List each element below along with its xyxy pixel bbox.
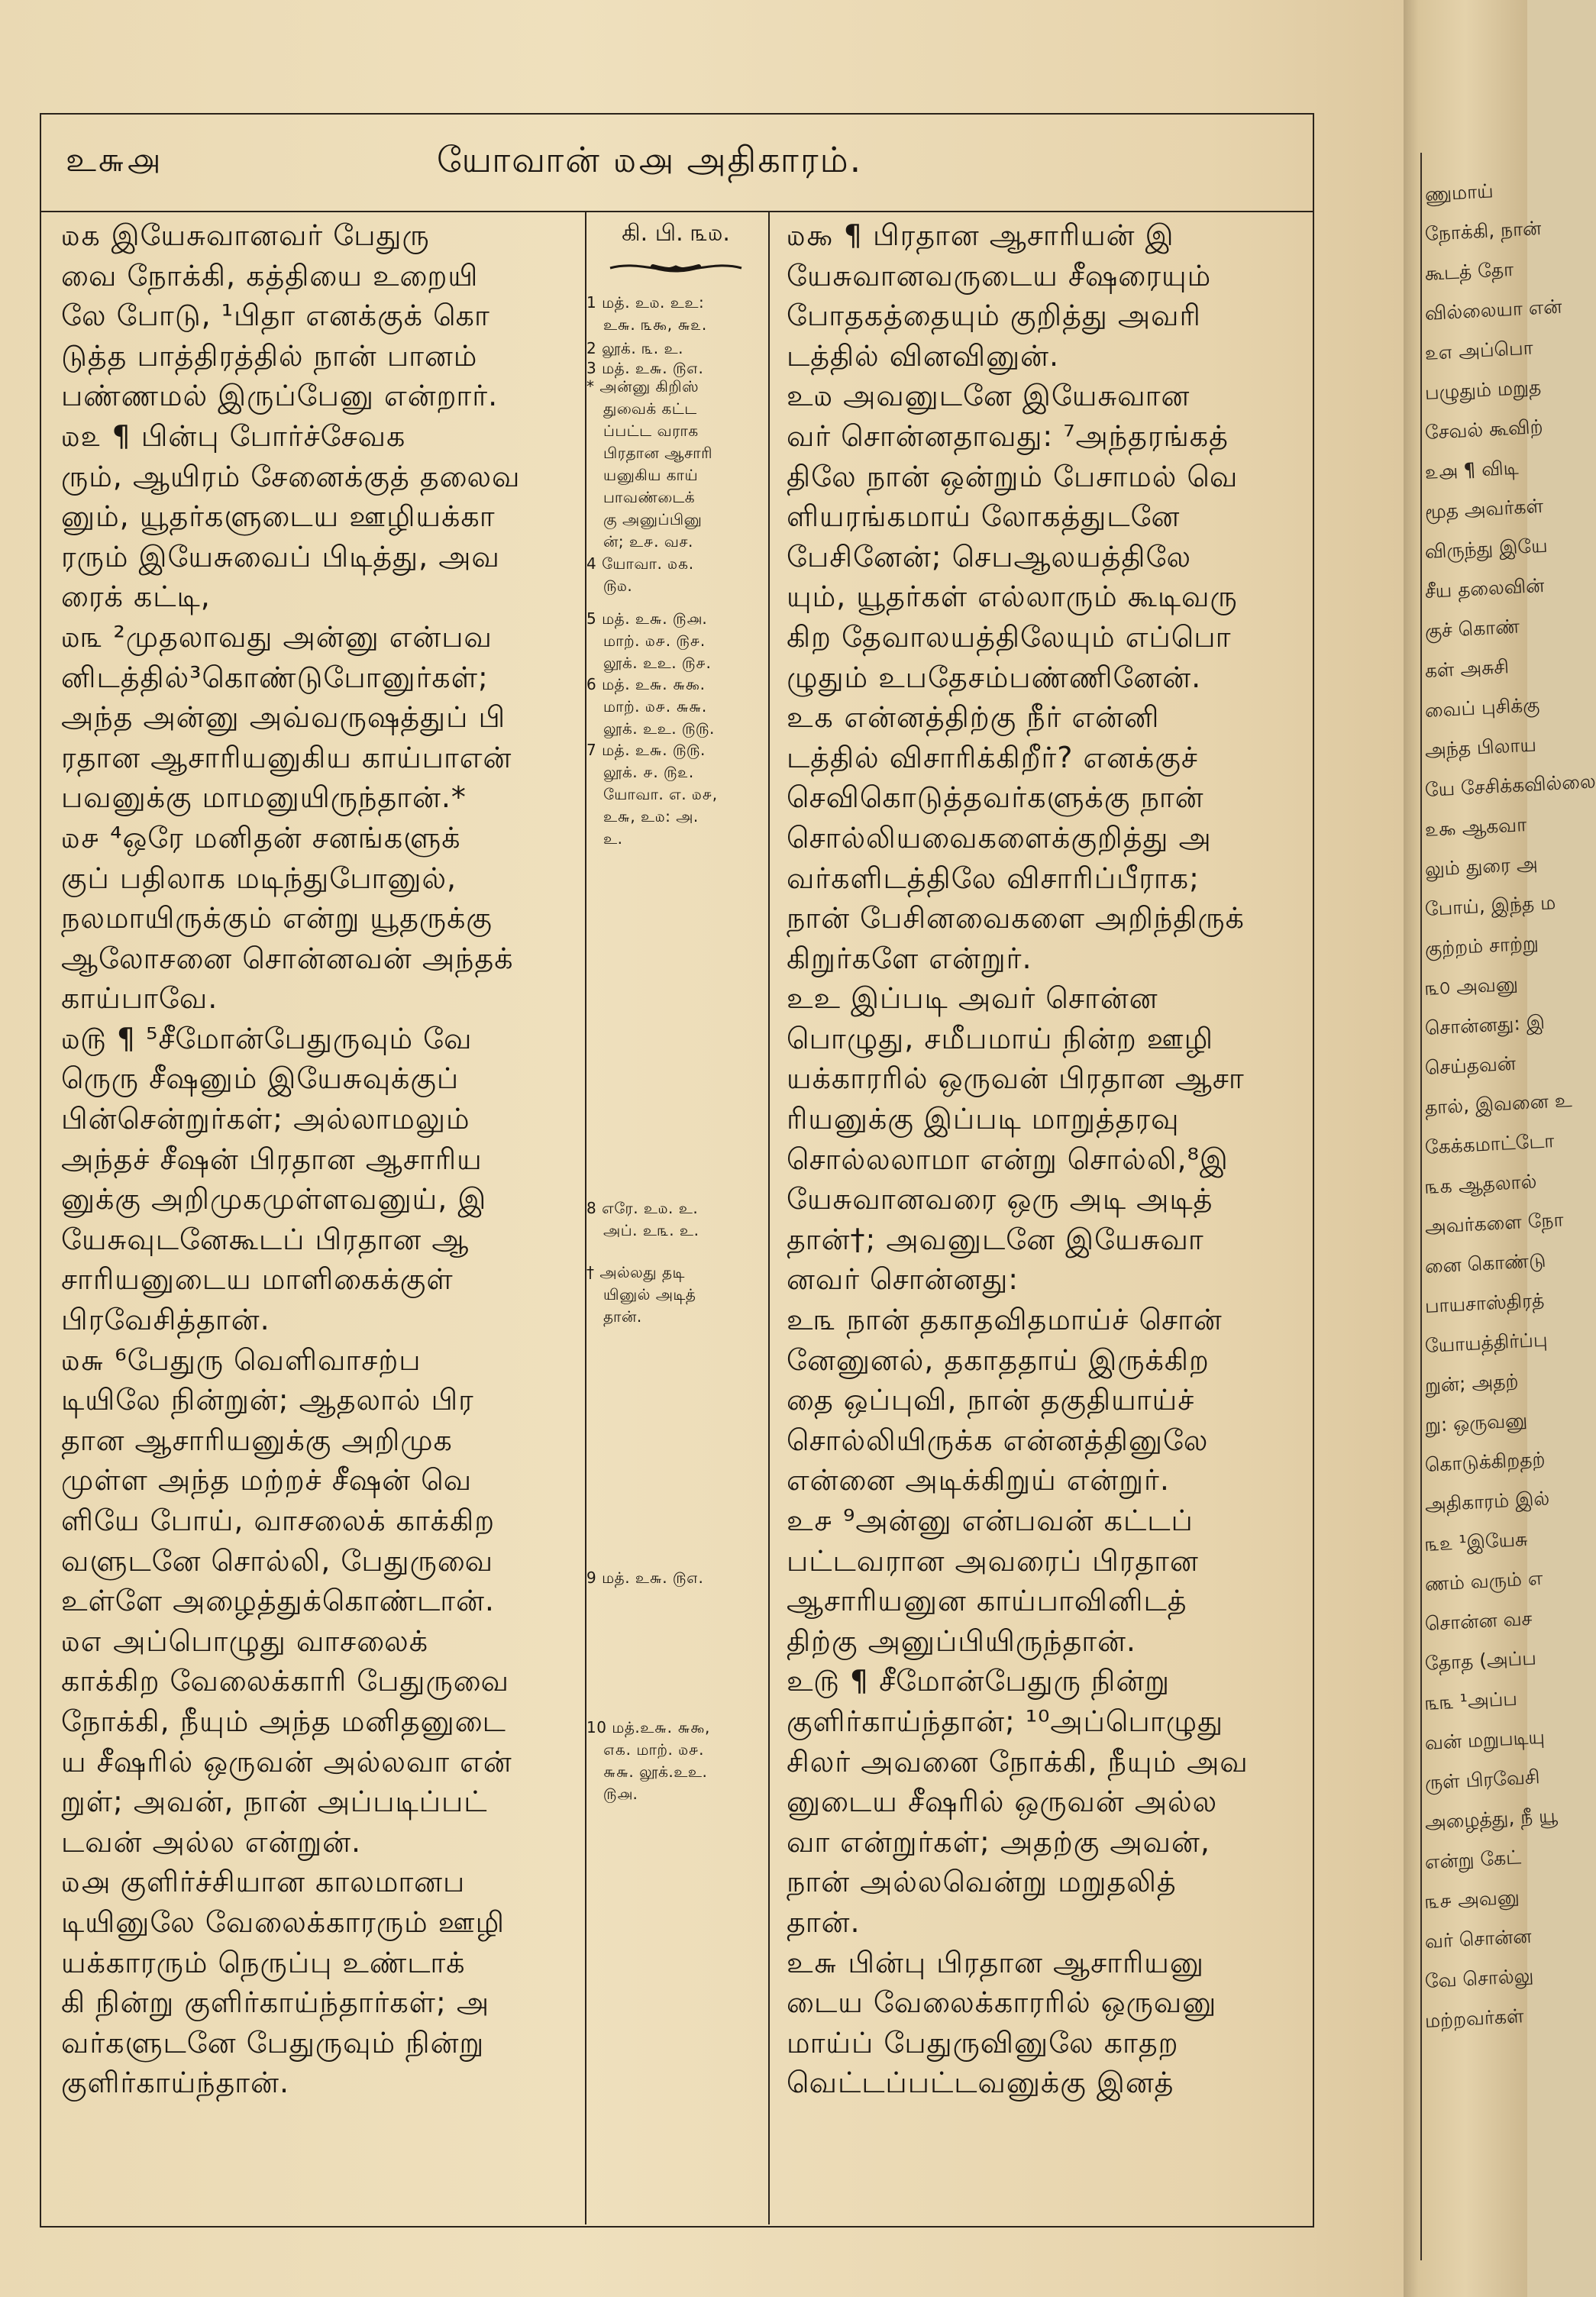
right-column-line: நான் அல்லவென்று மறுதலித் <box>787 1865 1177 1899</box>
right-column-line: டைய வேலைக்காரரில் ஒருவனு <box>787 1985 1217 2020</box>
left-column-line: ௰௬ ⁶பேதுரு வெளிவாசற்ப <box>61 1342 422 1377</box>
margin-note-line: ப்பட்ட வராக <box>603 422 699 440</box>
next-page-line: வைப் புசிக்கு <box>1424 693 1540 722</box>
left-text-column <box>61 215 565 2103</box>
next-page-line: கூடத் தோ <box>1424 257 1514 285</box>
margin-note-line: 9 மத். உ௬. ௫௭. <box>586 1568 704 1587</box>
next-page-line: பாயசாஸ்திரத் <box>1424 1288 1545 1317</box>
next-page-line: ௨௮ ¶ விடி <box>1424 456 1520 483</box>
next-page-line: மூத அவர்கள் <box>1424 494 1544 523</box>
left-column-line: பவனுக்கு மாமனுயிருந்தான்.* <box>61 780 467 815</box>
margin-note <box>586 608 765 674</box>
right-column-line: உ௪ ⁹அன்னு என்பவன் கட்டப் <box>787 1504 1194 1537</box>
next-page-line: தோத (அப்ப <box>1424 1646 1537 1675</box>
left-column-line: முள்ள அந்த மற்றச் சீஷன் வெ <box>61 1463 473 1497</box>
margin-note-line: 6 மத். உ௬. ௬௯. <box>586 675 706 693</box>
next-page-line: நோக்கி, நான் <box>1424 217 1543 245</box>
right-column-line: திலே நான் ஒன்றும் பேசாமல் வெ <box>787 459 1239 493</box>
left-column-line: வை நோக்கி, கத்தியை உறையி <box>61 258 479 292</box>
right-column-line: ழுதும் உபதேசம்பண்ணினேன். <box>787 660 1202 694</box>
next-page-line: அதிகாரம் இல் <box>1424 1487 1550 1516</box>
right-column-line: உ௰ அவனுடனே இயேசுவான <box>787 379 1191 413</box>
right-column-line: உ௩ நான் தகாதவிதமாய்ச் சொன் <box>787 1303 1223 1337</box>
right-column-line: போதகத்தையும் குறித்து அவரி <box>787 299 1201 333</box>
left-column-line: ௰௫ ¶ ⁵சீமோன்பேதுருவும் வே <box>61 1021 473 1055</box>
left-column-line: றுள்; அவன், நான் அப்படிப்பட் <box>61 1785 488 1819</box>
margin-note-line: ௬௬. லூக்.உஉ. <box>603 1762 708 1781</box>
left-column-line: நோக்கி, நீயும் அந்த மனிதனுடை <box>61 1704 506 1738</box>
margin-note-line: உ. <box>603 829 623 848</box>
left-column-line: னிடத்தில்³கொண்டுபோனுர்கள்; <box>61 660 489 694</box>
right-column-line: பேசினேன்; செபஆலயத்திலே <box>787 539 1192 573</box>
right-column-line: தான்†; அவனுடனே இயேசுவா <box>787 1222 1204 1256</box>
left-column-line: ஆலோசனை சொன்னவன் அந்தக் <box>61 941 514 975</box>
next-page-line: அழைத்து, நீ யூ <box>1424 1804 1559 1833</box>
margin-note-line: யனுகிய காய் <box>603 466 699 484</box>
right-column-line: பொழுது, சமீபமாய் நின்ற ஊழி <box>787 1021 1214 1055</box>
next-page-line: வர் சொன்ன <box>1424 1924 1533 1953</box>
next-page-line: அவர்களை நோ <box>1424 1208 1565 1238</box>
left-column-line: கி நின்று குளிர்காய்ந்தார்கள்; அ <box>61 1985 490 2020</box>
next-page-line: குற்றம் சாற்று <box>1424 932 1539 960</box>
left-column-line: பிரவேசித்தான். <box>61 1303 270 1337</box>
right-column-line: யேசுவானவரை ஒரு அடி அடித் <box>787 1182 1213 1216</box>
margin-note-line: பாவண்டைக் <box>603 488 696 506</box>
next-page-line: ௩௧ ஆதலால் <box>1424 1170 1538 1198</box>
next-page-line: அந்த பிலாய <box>1424 733 1537 761</box>
left-column-line: ௰௮ குளிர்ச்சியான காலமானப <box>61 1865 466 1899</box>
left-column-line: பின்சென்றுர்கள்; அல்லாமலும் <box>61 1102 470 1136</box>
right-column-line: கிறுர்களே என்றுர். <box>787 941 1032 975</box>
margin-note <box>586 1262 765 1328</box>
right-column-line: திற்கு அனுப்பியிருந்தான். <box>787 1623 1137 1658</box>
right-column-line: னவர் சொன்னது: <box>787 1262 1019 1297</box>
margin-note <box>586 1567 765 1589</box>
margin-note-line: லூக். ௪. ௫௨. <box>603 763 694 781</box>
next-page-line: லும் துரை அ <box>1424 852 1539 880</box>
margin-note-line: ௭௧. மாற். ௰௪. <box>603 1740 704 1759</box>
right-column-line: உ௧ என்னத்திற்கு நீர் என்னி <box>787 700 1160 735</box>
margin-note-line: அப். உ௩. உ. <box>603 1221 699 1239</box>
right-column-line: வா என்றுர்கள்; அதற்கு அவன், <box>787 1824 1210 1859</box>
right-column-line: ளியரங்கமாய் லோகத்துடனே <box>787 499 1181 534</box>
next-page-line: யே சேசிக்கவில்லை <box>1424 770 1596 801</box>
next-page-line: சீய தலைவின் <box>1424 573 1546 603</box>
left-column-line: ய சீஷரில் ஒருவன் அல்லவா என் <box>61 1744 512 1778</box>
right-column-line: சொல்லியவைகளைக்குறித்து அ <box>787 820 1212 855</box>
margin-note <box>586 739 765 850</box>
next-page-line: மற்றவர்கள் <box>1424 2005 1525 2032</box>
margin-note-line: பிரதான ஆசாரி <box>603 444 713 462</box>
right-column-line: சொல்லியிருக்க என்னத்தினுலே <box>787 1423 1209 1457</box>
margin-note <box>586 1717 765 1805</box>
margin-note <box>586 553 765 597</box>
right-column-line: ஆசாரியனுன காய்பாவினிடத் <box>787 1584 1187 1618</box>
left-column-line: டுத்த பாத்திரத்தில் நான் பானம் <box>61 338 478 373</box>
left-column-line: னும், யூதர்களுடைய ஊழியக்கா <box>61 499 496 534</box>
next-page-line: பழுதும் மறுத <box>1424 376 1542 404</box>
left-column-line: ரும், ஆயிரம் சேனைக்குத் தலைவ <box>61 459 521 493</box>
margin-note-line: யினுல் அடித் <box>603 1285 696 1304</box>
margin-note-line: 10 மத்.உ௬. ௬௯, <box>586 1718 710 1736</box>
ornament-icon <box>607 257 745 276</box>
margin-note-line: ன்; உ௪. வச. <box>603 532 693 551</box>
next-page-line: ௩௩ ¹அப்ப <box>1424 1687 1518 1714</box>
left-column-line: ௰௩ ²முதலாவது அன்னு என்பவ <box>61 619 493 654</box>
right-column-line: வர்களிடத்திலே விசாரிப்பீராக; <box>787 861 1200 895</box>
right-column-line: குளிர்காய்ந்தான்; ¹⁰அப்பொழுது <box>787 1704 1224 1738</box>
left-column-line: நலமாயிருக்கும் என்று யூதருக்கு <box>61 901 493 935</box>
right-column-line: கிற தேவாலயத்திலேயும் எப்பொ <box>787 619 1232 654</box>
next-page-line: சொன்ன வச <box>1424 1607 1533 1635</box>
margin-note-line: 3 மத். உ௬. ௫௭. <box>586 359 704 377</box>
next-page-line: னை கொண்டு <box>1424 1249 1546 1278</box>
margin-note-line: * அன்னு கிறிஸ் <box>586 377 699 396</box>
margin-note-line: ௫௰. <box>603 577 633 595</box>
left-column-line: தான ஆசாரியனுக்கு அறிமுக <box>61 1423 453 1457</box>
left-column-line: வளுடனே சொல்லி, பேதுருவை <box>61 1543 494 1578</box>
next-page-line: ருள் பிரவேசி <box>1424 1766 1541 1794</box>
next-page-line: விருந்து இயே <box>1424 534 1549 563</box>
next-page-line: வன் மறுபடியு <box>1424 1725 1546 1754</box>
right-column-line: வெட்டப்பட்டவனுக்கு இனத் <box>787 2066 1174 2100</box>
next-page-line: ணம் வரும் எ <box>1424 1566 1543 1595</box>
next-page-line: கொடுக்கிறதற் <box>1424 1447 1546 1476</box>
left-column-line: ௰௭ அப்பொழுது வாசலைக் <box>61 1623 429 1658</box>
margin-note <box>586 376 765 553</box>
right-column-line: வர் சொன்னதாவது: ⁷அந்தரங்கத் <box>787 418 1229 453</box>
left-column-line: பண்ணமல் இருப்பேனு என்றார். <box>61 379 499 413</box>
left-column-line: ௰௨ ¶ பின்பு போர்ச்சேவக <box>61 418 406 453</box>
next-page-line: என்று கேட் <box>1424 1846 1522 1873</box>
margin-note <box>586 292 765 336</box>
next-page-edge <box>1404 0 1596 2297</box>
right-column-line: நான் பேசினவைகளை அறிந்திருக் <box>787 901 1245 935</box>
right-column-line: மாய்ப் பேதுருவினுலே காதற <box>787 2025 1179 2060</box>
left-column-line: லே போடு, ¹பிதா எனக்குக் கொ <box>61 299 490 333</box>
margin-note-line: லூக். உஉ. ௫௫. <box>603 719 715 738</box>
right-column-line: ௰௯ ¶ பிரதான ஆசாரியன் இ <box>787 218 1174 252</box>
next-page-line: வில்லையா என் <box>1424 295 1563 325</box>
margin-references-column <box>586 215 765 1803</box>
left-column-line: ரதான ஆசாரியனுகிய காய்பாஎன் <box>61 740 512 774</box>
right-column-line: னேனுனல், தகாததாய் இருக்கிற <box>787 1342 1210 1377</box>
right-column-line: யேசுவானவருடைய சீஷரையும் <box>787 258 1212 292</box>
margin-note-line: 5 மத். உ௬. ௫௮. <box>586 609 708 628</box>
left-column-line: காய்பாவே. <box>61 981 218 1016</box>
right-column-line: யும், யூதர்கள் எல்லாரும் கூடிவரு <box>787 580 1238 614</box>
right-column-line: தான். <box>787 1904 861 1939</box>
page-number: உ௬௮ <box>66 141 162 179</box>
left-column-line: டியிலே நின்றுன்; ஆதலால் பிர <box>61 1383 474 1417</box>
margin-note-line: உ௬, உ௰: அ. <box>603 807 699 825</box>
next-page-line: போய், இந்த ம <box>1424 891 1556 920</box>
margin-note-line: உ௬. ௩௯, ௬௨. <box>603 315 707 334</box>
right-column-line: தை ஒப்புவி, நான் தகுதியாய்ச் <box>787 1383 1195 1417</box>
left-column-line: குளிர்காய்ந்தான். <box>61 2066 290 2100</box>
right-column-line: னுடைய சீஷரில் ஒருவன் அல்ல <box>787 1785 1218 1819</box>
margin-note <box>586 338 765 360</box>
left-column-line: உள்ளே அழைத்துக்கொண்டான். <box>61 1584 496 1618</box>
right-column-line: டத்தில் விசாரிக்கிறீர்? எனக்குச் <box>787 740 1198 774</box>
next-page-line: வே சொல்லு <box>1424 1964 1534 1992</box>
left-column-line: ௰௧ இயேசுவானவர் பேதுரு <box>61 218 430 252</box>
right-column-line: டத்தில் வினவினுன். <box>787 338 1060 373</box>
margin-note-line: ௫௮. <box>603 1785 638 1803</box>
next-page-line: சேவல் கூவிற் <box>1424 415 1544 444</box>
left-column-line: ரரும் இயேசுவைப் பிடித்து, அவ <box>61 539 500 573</box>
margin-note-line: தான். <box>603 1307 642 1326</box>
left-column-line: குப் பதிலாக மடிந்துபோனுல், <box>61 861 457 895</box>
right-column-line: ரியனுக்கு இப்படி மாறுத்தரவு <box>787 1102 1180 1136</box>
column-rule-right <box>768 212 770 2224</box>
right-column-line: உஉ இப்படி அவர் சொன்ன <box>787 981 1158 1016</box>
margin-note-line: 1 மத். உ௰. உஉ: <box>586 293 705 312</box>
margin-note-line: கு அனுப்பினு <box>603 510 703 528</box>
left-column-line: டவன் அல்ல என்றுன். <box>61 1824 362 1859</box>
next-page-line: ௩௪ அவனு <box>1424 1885 1520 1913</box>
left-column-line: காக்கிற வேலைக்காரி பேதுருவை <box>61 1664 510 1698</box>
margin-note-line: மாற். ௰௪. ௫௪. <box>603 632 706 650</box>
next-page-line: குச் கொண் <box>1424 615 1520 642</box>
margin-note-line: 4 யோவா. ௰௧. <box>586 554 694 573</box>
margin-note-line: மாற். ௰௪. ௬௬. <box>603 697 707 716</box>
right-column-line: செவிகொடுத்தவர்களுக்கு நான் <box>787 780 1204 815</box>
margin-heading: கி. பி. ௩௰. <box>622 220 730 247</box>
margin-note <box>586 1197 765 1242</box>
margin-note-line: யோவா. எ. ௰௪, <box>603 785 718 803</box>
left-column-line: அந்த அன்னு அவ்வருஷத்துப் பி <box>61 700 506 735</box>
next-page-line: கள் அசுசி <box>1424 655 1510 682</box>
next-page-line: ௨௯ ஆகவா <box>1424 813 1527 841</box>
margin-note-line: 2 லூக். ௩. உ. <box>586 339 684 357</box>
left-column-line: ளியே போய், வாசலைக் காக்கிற <box>61 1504 496 1537</box>
next-page-line: ணுமாய் <box>1424 179 1494 205</box>
left-column-line: யேசுவுடனேகூடப் பிரதான ஆ <box>61 1222 470 1256</box>
margin-note-line: 7 மத். உ௬. ௫௫. <box>586 741 706 759</box>
margin-note <box>586 674 765 740</box>
left-column-line: அந்தச் சீஷன் பிரதான ஆசாரிய <box>61 1142 483 1176</box>
margin-note-line: துவைக் கட்ட <box>603 399 697 418</box>
next-page-line: ௨௭ அப்பொ <box>1424 336 1534 364</box>
next-page-line: செய்தவன் <box>1424 1052 1517 1079</box>
left-column-line: னுக்கு அறிமுகமுள்ளவனுய், இ <box>61 1182 487 1216</box>
right-text-column <box>787 215 1297 2103</box>
next-page-line: தால், இவனை உ <box>1424 1088 1573 1119</box>
next-page-line: றுன்; அதற் <box>1424 1369 1520 1397</box>
next-page-line: ௩௨ ¹இயேசு <box>1424 1527 1529 1556</box>
margin-note-line: லூக். உஉ. ௫௪. <box>603 654 712 672</box>
right-column-line: சிலர் அவனை நோக்கி, நீயும் அவ <box>787 1744 1249 1778</box>
left-column-line: ரைக் கட்டி, <box>61 580 211 614</box>
margin-note-line: 8 எரே. உ௰. உ. <box>586 1199 699 1217</box>
right-column-line: சொல்லலாமா என்று சொல்லி,⁸இ <box>787 1142 1229 1176</box>
next-page-line: கேக்கமாட்டோ <box>1424 1129 1555 1158</box>
left-column-line: யக்காரரும் நெருப்பு உண்டாக் <box>61 1945 466 1979</box>
next-page-line: ௩௦ அவனு <box>1424 972 1519 1000</box>
right-column-line: யக்காரரில் ஒருவன் பிரதான ஆசா <box>787 1061 1245 1096</box>
margin-note-line: † அல்லது தடி <box>586 1263 685 1281</box>
running-title: யோவான் ௰௮ அதிகாரம். <box>437 139 863 180</box>
left-column-line: சாரியனுடைய மாளிகைக்குள் <box>61 1262 454 1297</box>
left-column-line: டியினுலே வேலைக்காரரும் ஊழி <box>61 1904 505 1939</box>
right-column-line: உ௬ பின்பு பிரதான ஆசாரியனு <box>787 1945 1204 1979</box>
right-column-line: பட்டவரான அவரைப் பிரதான <box>787 1543 1199 1578</box>
left-column-line: ருெரு சீஷனும் இயேசுவுக்குப் <box>61 1061 460 1096</box>
right-column-line: உ௫ ¶ சீமோன்பேதுரு நின்று <box>787 1664 1170 1698</box>
next-page-line: று: ஒருவனு <box>1424 1408 1528 1436</box>
left-column-line: ௰௪ ⁴ஒரே மனிதன் சனங்களுக் <box>61 820 461 855</box>
next-page-line: யோயத்திர்ப்பு <box>1424 1328 1549 1357</box>
left-column-line: வர்களுடனே பேதுருவும் நின்று <box>61 2025 485 2060</box>
next-page-line: சொன்னது: இ <box>1424 1010 1546 1039</box>
page-header <box>40 113 1313 212</box>
right-column-line: என்னை அடிக்கிறுய் என்றுர். <box>787 1463 1170 1497</box>
